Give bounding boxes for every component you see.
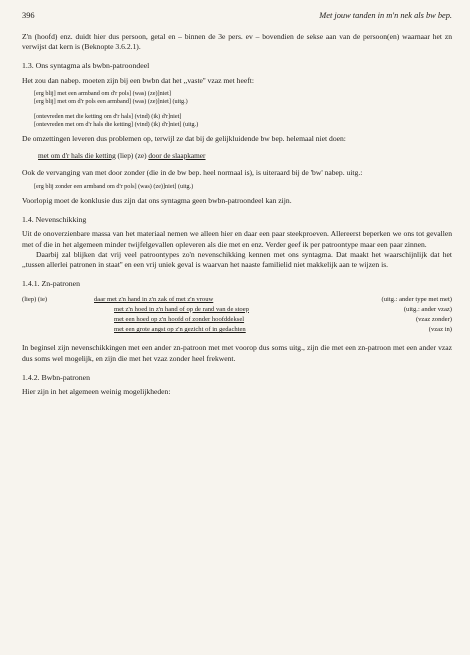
paragraph-bwbn-patronen: Hier zijn in het algemeen weinig mogelijkheden: — [22, 387, 171, 397]
example-underlined-phrase: door de slaapkamer — [148, 150, 206, 160]
paragraph-patroontypes: Daarbij zal blijken dat vrij veel patroontypes zo'n nevenschikking kennen met ons syntagma. Dat maakt het waarschijnlijk dat het ,,tussen allerlei patronen in staat'' en een vrij uniek geval is waarvan het naaste familielid niet makkelijk aan te wijzen is. — [22, 249, 452, 269]
paragraph-vervanging: Ook de vervanging van met door zonder (die in de bw bep. heel normaal is), is uiteraard bij de 'bw' nabep. uitg.: — [22, 168, 363, 178]
zn-indent — [22, 305, 114, 315]
paragraph-omzettingen: De omzettingen leveren dus problemen op, terwijl ze dat bij de gelijkluidende bw bep. helemaal niet doen: — [22, 134, 346, 144]
zn-example-note: (uitg.: ander vzaz) — [403, 305, 452, 313]
zn-indent — [22, 315, 114, 325]
page — [22, 10, 452, 397]
paragraph-intro-1-3: Het zou dan nabep. moeten zijn bij een bwbn dat het ,,vaste'' vzaz met heeft: — [22, 75, 254, 85]
running-head: Met jouw tanden in m'n nek als bw bep. — [319, 11, 452, 20]
example-line: [ontevreden met om d'r hals die ketting] (vind) (ik) d'r]niet] (uitg.) — [34, 121, 199, 129]
zn-lead: (liep) (ie) — [22, 295, 48, 303]
section-heading-1-4-1: 1.4.1. Zn-patronen — [22, 279, 81, 289]
zn-example-row — [22, 295, 452, 305]
example-block-3 — [34, 183, 452, 191]
example-underlined-phrase: met om d'r hals die ketting — [38, 150, 116, 160]
section-heading-1-4: 1.4. Nevenschikking — [22, 215, 87, 225]
example-line: [erg blij] met een armband om d'r pols] (was) (ze)]niet] — [34, 89, 171, 97]
zn-example-note: (vzaz zonder) — [415, 316, 452, 324]
zn-example-row — [22, 305, 452, 315]
zn-indent — [22, 325, 114, 335]
page-number: 396 — [22, 11, 35, 20]
paragraph-zn-hoofd: Z'n (hoofd) enz. duidt hier dus persoon, getal en – binnen de 3e pers. ev – bovendien de sekse aan van de persoon(en) waarnaar het zn verwijst dat kern is (Beknopte 3.6.2.1). — [22, 32, 452, 52]
example-line: [erg blij] met om d'r pols een armband] (was) (ze)]niet] (uitg.) — [34, 98, 188, 106]
section-heading-1-4-2: 1.4.2. Bwbn-patronen — [22, 372, 90, 382]
zn-example-row — [22, 325, 452, 335]
paragraph-in-beginsel: In beginsel zijn nevenschikkingen met een ander zn-patroon met met voorop dus soms uitg., zijn die met een zn-patroon met een ander vzaz dus soms wel mogelijk, en zijn die met het vzaz zonder heel frekwent. — [22, 343, 452, 363]
zn-example-text: daar met z'n hand in z'n zak of met z'n vrouw — [94, 295, 214, 303]
paragraph-konklusie: Voorlopig moet de konklusie dus zijn dat ons syntagma geen bwbn-patroondeel kan zijn. — [22, 195, 292, 205]
zn-patronen-examples — [22, 295, 452, 336]
zn-example-text: met z'n hoed in z'n hand of op de rand van de stoep — [114, 305, 249, 313]
zn-example-note: (uitg.: ander type met met) — [381, 295, 452, 303]
example-middle: (liep) (ze) — [115, 150, 149, 160]
running-header — [22, 10, 452, 32]
zn-example-row — [22, 315, 452, 325]
zn-example-text: met een grote angst op z'n gezicht of in gedachten — [114, 326, 246, 334]
example-block-2 — [38, 151, 452, 161]
zn-example-note: (vzaz in) — [428, 326, 452, 334]
paragraph-steekproeven: Uit de onoverzienbare massa van het materiaal nemen we alleen hier en daar een paar steekproeven. Allereerst beperken we ons tot gevallen met of die in het algemeen minder twijfelgevallen opleveren als die met en enz. Verder geef ik per patroontype maar een paar zinnen. — [22, 229, 452, 249]
zn-example-text: met een hoed op z'n hoofd of zonder hoofddeksel — [114, 316, 245, 324]
section-heading-1-3: 1.3. Ons syntagma als bwbn-patroondeel — [22, 61, 150, 71]
example-block-1 — [34, 90, 452, 129]
example-line: [ontevreden met die ketting om d'r hals] (vind) (ik) d'r]niet] — [34, 112, 182, 120]
example-line: [erg blij zonder een armband om d'r pols] (was) (ze)]niet] (uitg.) — [34, 182, 194, 190]
